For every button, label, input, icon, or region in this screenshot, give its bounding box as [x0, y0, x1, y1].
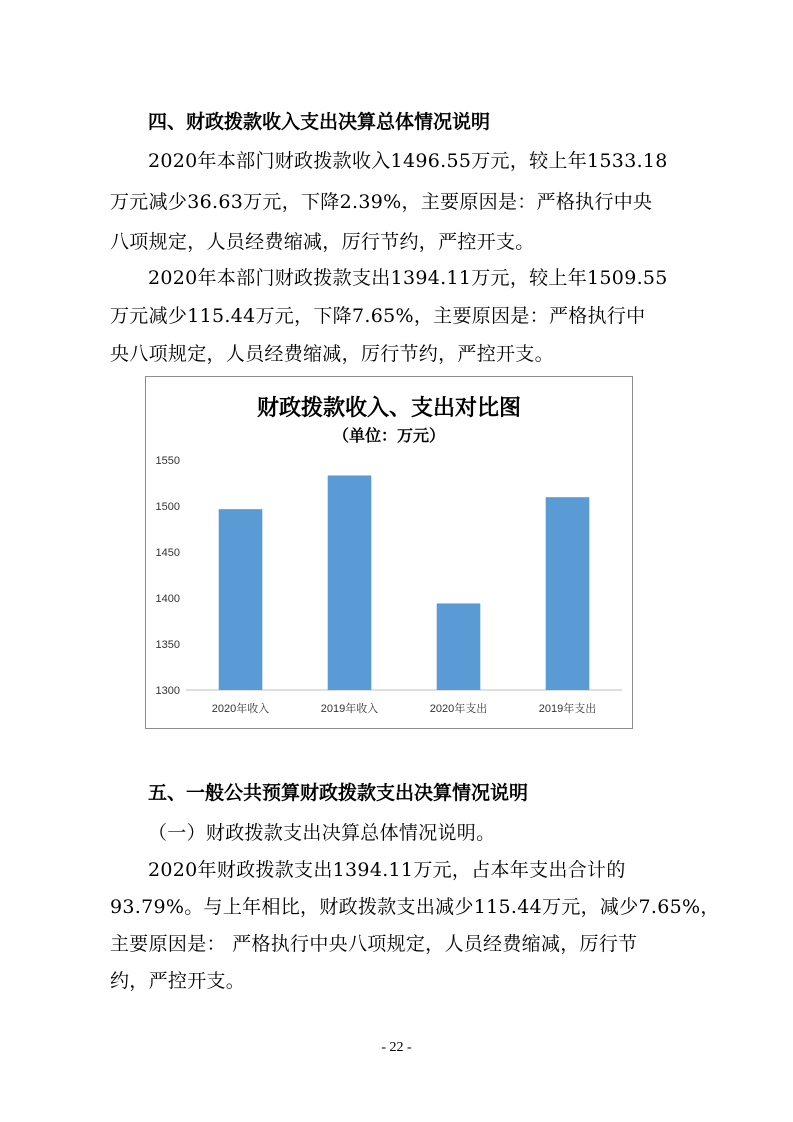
paragraph-line: 2020年本部门财政拨款收入1496.55万元，较上年1533.18 — [148, 150, 668, 172]
bar-chart — [145, 376, 633, 729]
y-tick-label: 1350 — [155, 639, 180, 651]
y-tick-label: 1450 — [155, 547, 180, 559]
paragraph-line: 主要原因是： 严格执行中央八项规定，人员经费缩减，厉行节 — [110, 933, 638, 955]
x-tick-label: 2019年收入 — [320, 703, 379, 715]
paragraph-line: 八项规定，人员经费缩减，厉行节约，严控开支。 — [110, 231, 535, 253]
bar — [437, 603, 481, 690]
y-tick-label: 1400 — [155, 593, 180, 605]
paragraph-line: 93.79%。与上年相比，财政拨款支出减少115.44万元，减少7.65%， — [110, 896, 720, 918]
section-heading: 五、一般公共预算财政拨款支出决算情况说明 — [148, 782, 529, 804]
y-tick-label: 1500 — [155, 501, 180, 513]
y-tick-label: 1300 — [155, 685, 180, 697]
section-heading: 四、财政拨款收入支出决算总体情况说明 — [148, 111, 491, 133]
x-tick-label: 2020年支出 — [429, 703, 488, 715]
paragraph-line: 2020年本部门财政拨款支出1394.11万元，较上年1509.55 — [148, 267, 668, 289]
bar — [546, 497, 590, 690]
bar — [328, 475, 372, 690]
paragraph-line: 万元减少36.63万元，下降2.39%，主要原因是：严格执行中央 — [110, 191, 653, 213]
paragraph-line: 万元减少115.44万元，下降7.65%，主要原因是：严格执行中 — [110, 305, 646, 327]
paragraph-line: 央八项规定，人员经费缩减，厉行节约，严控开支。 — [110, 343, 554, 365]
paragraph-line: 约，严控开支。 — [110, 970, 246, 992]
x-tick-label: 2020年收入 — [211, 703, 270, 715]
x-tick-label: 2019年支出 — [538, 703, 597, 715]
chart-plot — [146, 377, 632, 728]
chart-title: 财政拨款收入、支出对比图 — [256, 396, 521, 421]
bar — [219, 509, 263, 690]
y-tick-label: 1550 — [155, 455, 180, 467]
subsection-heading: （一）财政拨款支出决算总体情况说明。 — [148, 822, 496, 844]
paragraph-line: 2020年财政拨款支出1394.11万元，占本年支出合计的 — [148, 859, 626, 881]
page-number: - 22 - — [381, 1040, 412, 1055]
chart-subtitle: （单位：万元） — [332, 426, 445, 445]
